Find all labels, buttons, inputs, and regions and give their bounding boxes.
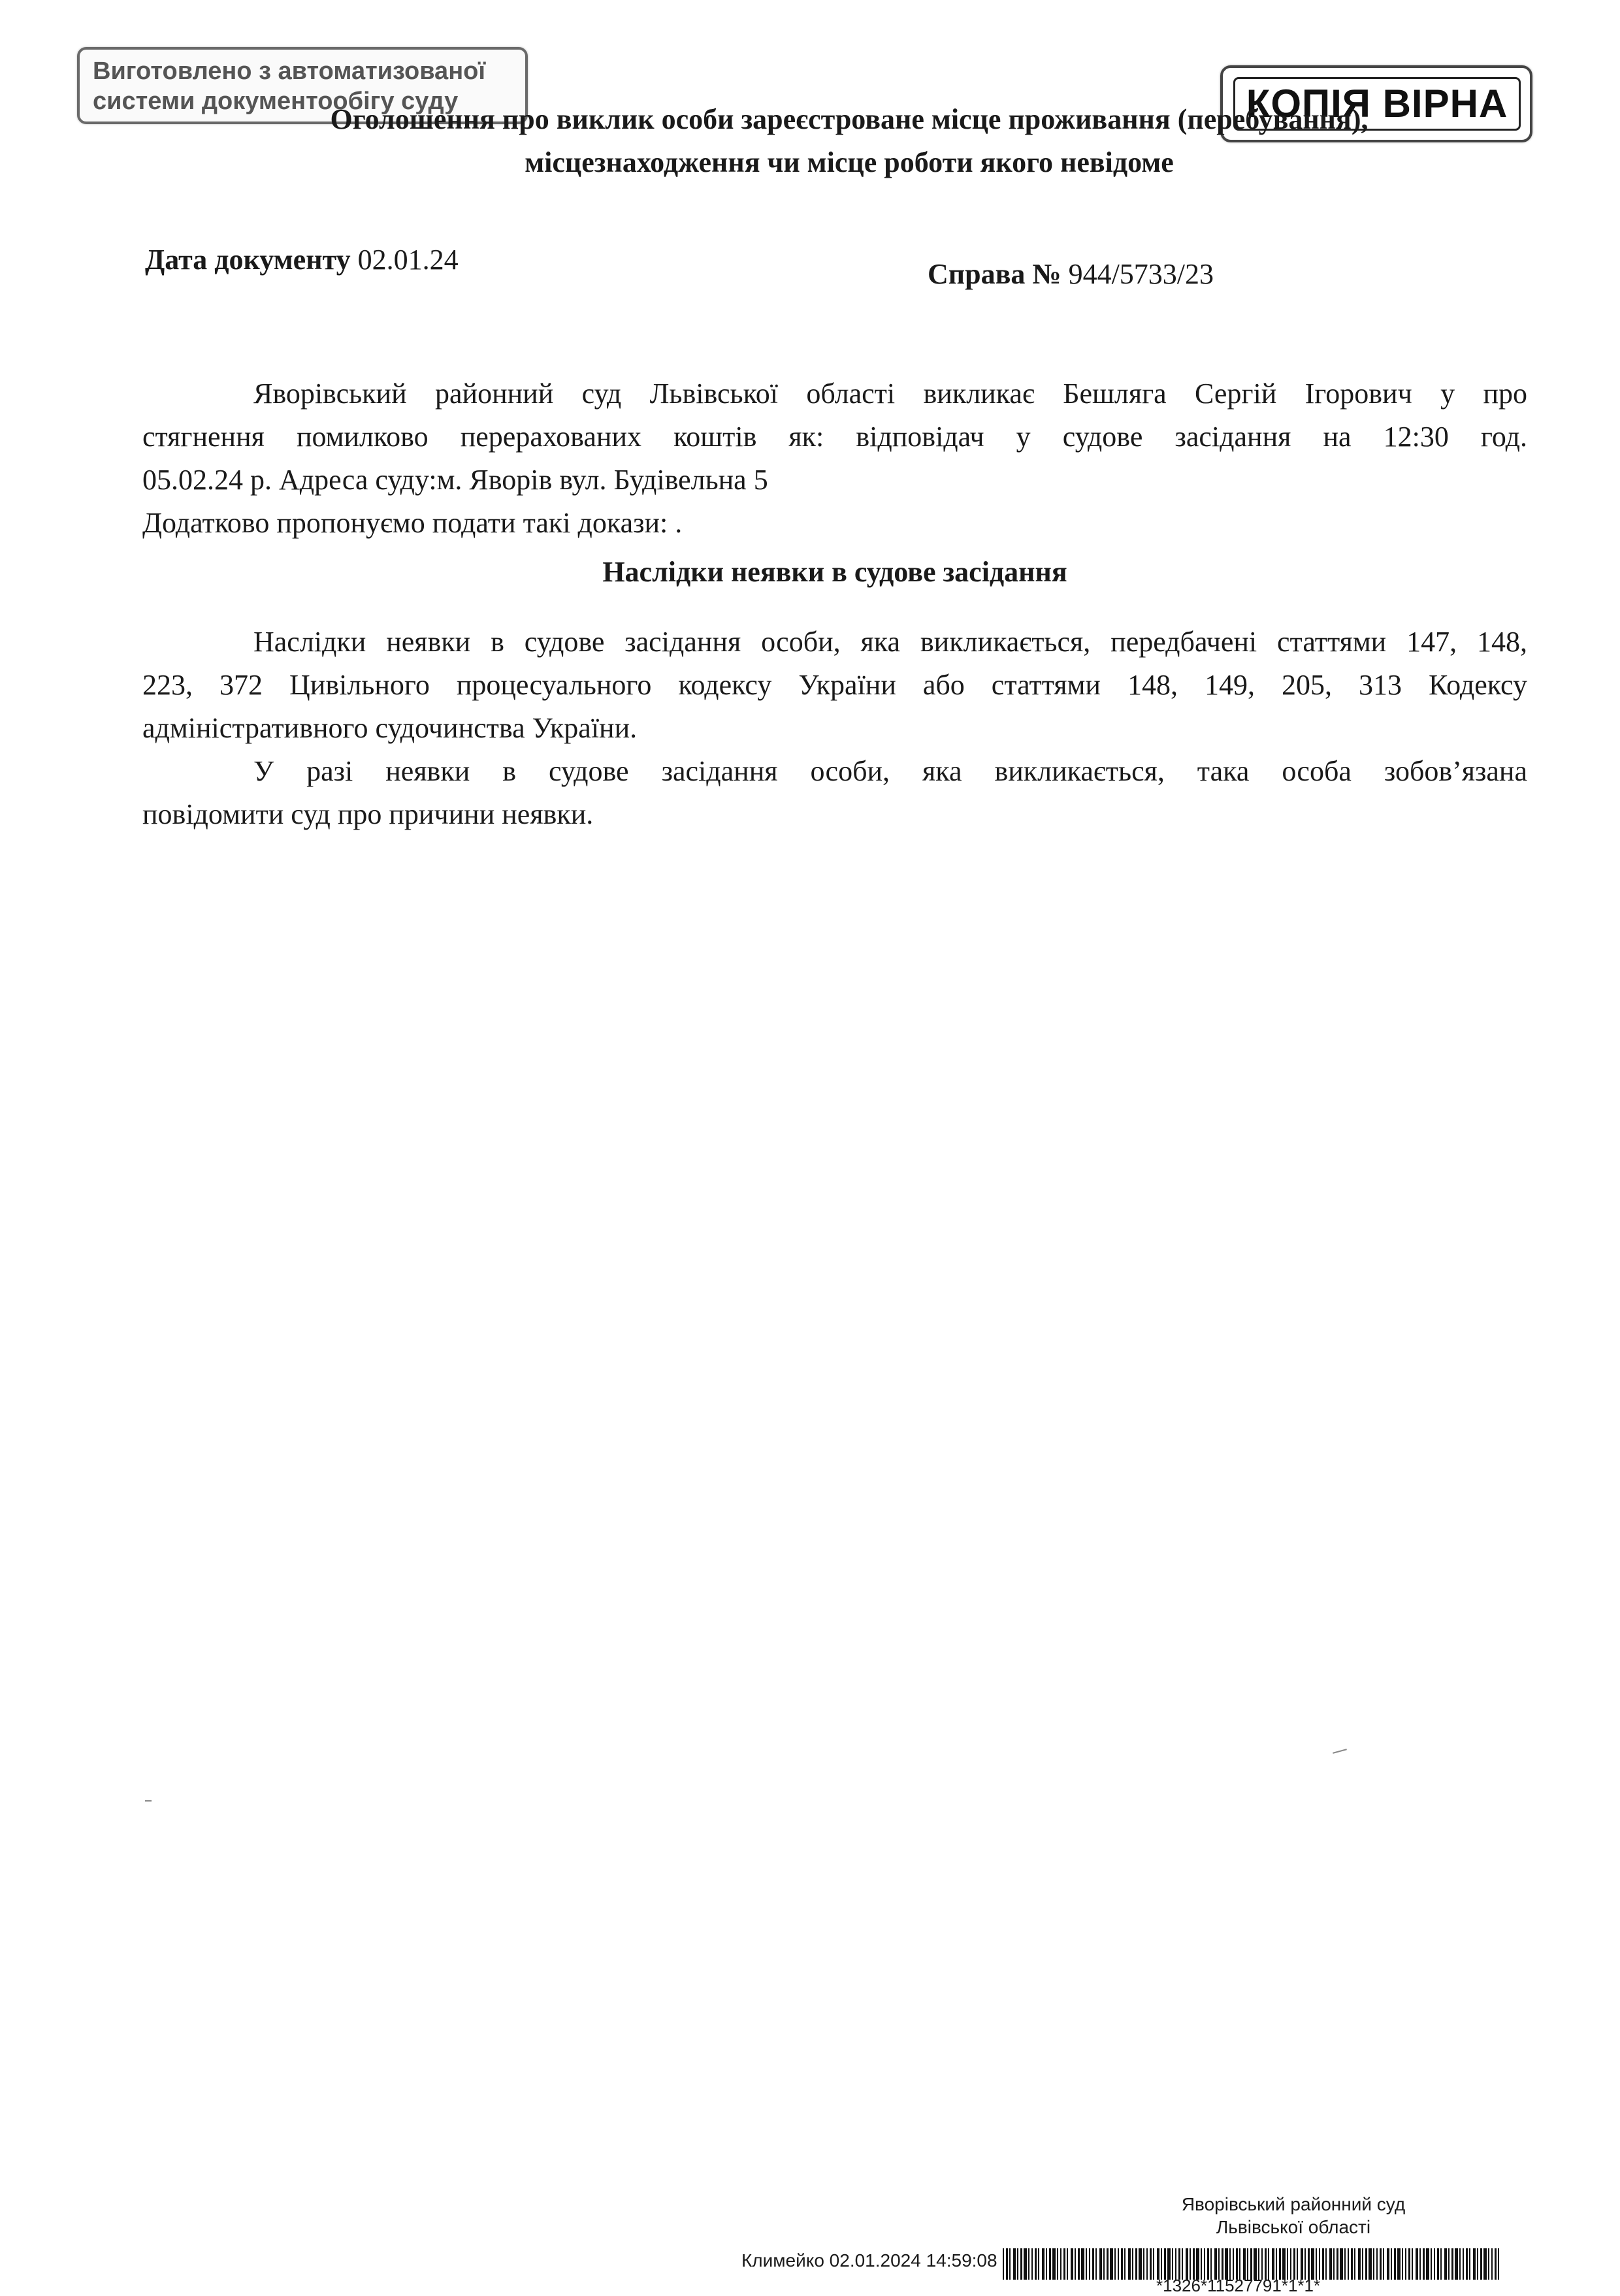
true-copy-label: КОПІЯ ВІРНА xyxy=(1233,77,1521,131)
consequences-p1-line1: Наслідки неявки в судове засідання особи, яка викликається, передбачені статтями 147, 148, xyxy=(253,626,1527,658)
consequences-p2-line2: повідомити суд про причини неявки. xyxy=(142,798,594,830)
barcode-text: *1326*11527791*1*1* xyxy=(1156,2276,1321,2295)
case-label: Справа № xyxy=(928,258,1061,290)
summons-line1: Яворівський районний суд Львівської області викликає Бешляга Сергій Ігорович у про xyxy=(253,378,1527,410)
consequences-p1-line2: 223, 372 Цивільного процесуального кодексу України або статтями 148, 149, 205, 313 Кодексу xyxy=(142,669,1527,701)
title-line2: місцезнаходження чи місце роботи якого невідоме xyxy=(525,146,1174,178)
consequences-p1-line3: адміністративного судочинства України. xyxy=(142,712,638,744)
document-title xyxy=(248,98,1450,184)
barcode xyxy=(1003,2248,1499,2280)
consequences-paragraph-2 xyxy=(142,750,1527,836)
consequences-p2-line1: У разі неявки в судове засідання особи, яка викликається, така особа зобов’язана xyxy=(253,755,1527,787)
footer-court-line1: Яворівський районний суд xyxy=(1181,2194,1406,2214)
date-label: Дата документу xyxy=(145,244,351,276)
summons-line2: стягнення помилково перерахованих коштів як: відповідач у судове засідання на 12:30 год. xyxy=(142,421,1527,453)
scan-speck xyxy=(145,1800,152,1802)
date-value: 02.01.24 xyxy=(357,244,459,276)
consequences-paragraph-1 xyxy=(142,621,1527,750)
title-line1: Оголошення про виклик особи зареєстроване місце проживання (перебування), xyxy=(330,103,1369,135)
scan-speck xyxy=(1333,1749,1347,1754)
consequences-heading: Наслідки неявки в судове засідання xyxy=(602,556,1067,588)
summons-paragraph xyxy=(142,372,1527,545)
auto-stamp-line1: Виготовлено з автоматизованої xyxy=(93,57,486,85)
footer-court-name xyxy=(1110,2193,1476,2239)
case-value: 944/5733/23 xyxy=(1068,258,1214,290)
case-number xyxy=(928,257,1214,291)
document-date xyxy=(145,243,459,276)
summons-line3: 05.02.24 р. Адреса суду:м. Яворів вул. Будівельна 5 xyxy=(142,464,768,496)
footer-court-line2: Львівської області xyxy=(1216,2217,1371,2237)
clerk-stamp: Климейко 02.01.2024 14:59:08 xyxy=(741,2250,997,2271)
summons-line4: Додатково пропонуємо подати такі докази: . xyxy=(142,507,683,539)
auto-stamp-line2: системи документообігу суду xyxy=(93,88,459,115)
